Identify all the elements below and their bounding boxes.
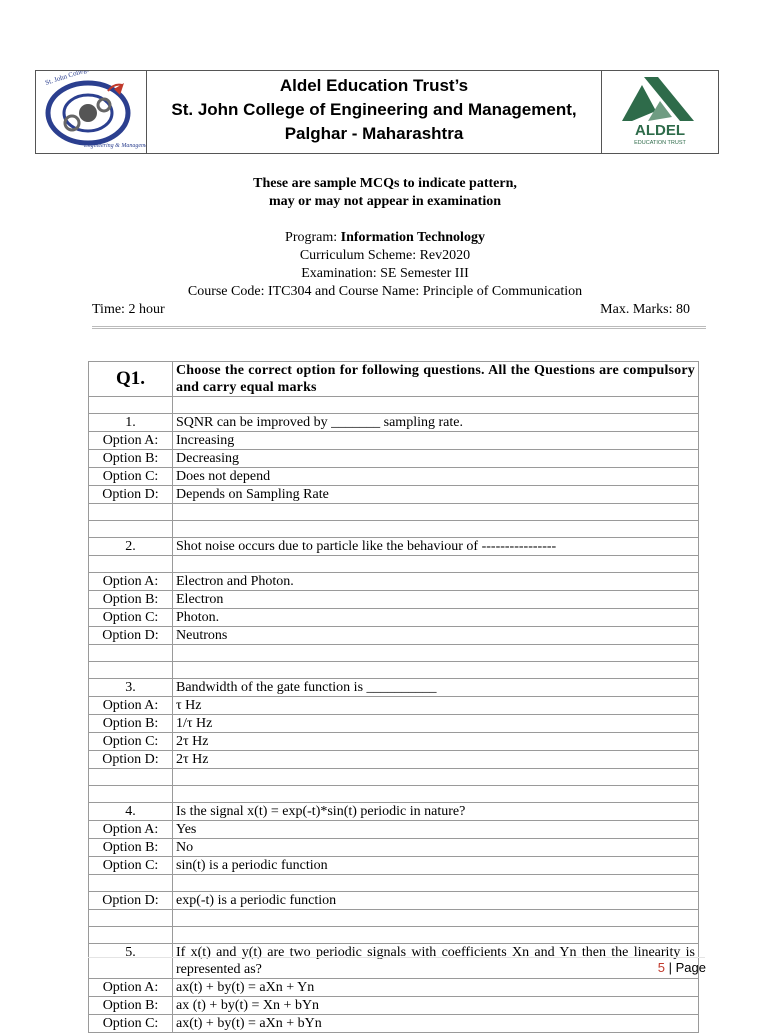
option-row: [89, 627, 699, 645]
option-text: 1/τ Hz: [173, 715, 699, 733]
question-text: Bandwidth of the gate function is __________: [173, 679, 699, 697]
option-row: [89, 839, 699, 857]
time-allowed: Time: 2 hour: [92, 302, 165, 317]
time-marks-row: [92, 302, 690, 318]
option-label: Option A:: [89, 432, 173, 450]
aldel-emblem-icon: [602, 71, 718, 153]
spacer-row: [89, 645, 699, 662]
question-number: 3.: [89, 679, 173, 697]
college-name: St. John College of Engineering and Management,: [171, 100, 577, 119]
option-label: Option B:: [89, 715, 173, 733]
q1-instruction: Choose the correct option for following questions. All the Questions are compulsory and carry equal marks: [173, 362, 699, 397]
spacer-row: [89, 786, 699, 803]
question-row: [89, 803, 699, 821]
option-label: Option D:: [89, 627, 173, 645]
q1-header-row: [89, 362, 699, 397]
mcq-table: [88, 361, 699, 1033]
option-label: Option D:: [89, 892, 173, 910]
separator: [92, 326, 706, 332]
question-text: If x(t) and y(t) are two periodic signals with coefficients Xn and Yn then the linearity is represented as?: [173, 944, 699, 979]
option-text: Depends on Sampling Rate: [173, 486, 699, 504]
option-row: [89, 432, 699, 450]
page-number: [658, 960, 706, 975]
option-text: exp(-t) is a periodic function: [173, 892, 699, 910]
program-line: [0, 230, 770, 246]
question-text: Is the signal x(t) = exp(-t)*sin(t) periodic in nature?: [173, 803, 699, 821]
option-row: [89, 468, 699, 486]
spacer-row: [89, 556, 699, 573]
college-emblem-icon: [36, 71, 146, 153]
option-text: ax (t) + by(t) = Xn + bYn: [173, 997, 699, 1015]
option-text: Does not depend: [173, 468, 699, 486]
option-row: [89, 751, 699, 769]
option-label: Option D:: [89, 486, 173, 504]
option-label: Option A:: [89, 697, 173, 715]
logo-text-bottom: Engineering & Management: [84, 143, 146, 149]
max-marks: Max. Marks: 80: [600, 302, 690, 317]
option-text: Electron: [173, 591, 699, 609]
option-label: Option B:: [89, 839, 173, 857]
option-row: [89, 486, 699, 504]
option-label: Option A:: [89, 979, 173, 997]
option-label: Option C:: [89, 1015, 173, 1033]
option-label: Option A:: [89, 573, 173, 591]
option-label: Option B:: [89, 450, 173, 468]
logo-word: ALDEL: [635, 122, 685, 139]
option-row: [89, 892, 699, 910]
question-row: [89, 414, 699, 432]
course-info: Course Code: ITC304 and Course Name: Principle of Communication: [187, 284, 583, 299]
footer-line: [88, 957, 705, 958]
spacer-row: [89, 769, 699, 786]
option-row: [89, 979, 699, 997]
option-label: Option B:: [89, 591, 173, 609]
question-number: 1.: [89, 414, 173, 432]
option-label: Option C:: [89, 733, 173, 751]
spacer-row: [89, 910, 699, 927]
spacer-row: [89, 521, 699, 538]
question-row: [89, 944, 699, 979]
option-label: Option A:: [89, 821, 173, 839]
option-row: [89, 697, 699, 715]
header-box: [35, 70, 719, 154]
sample-note-line1: These are sample MCQs to indicate pattern,: [253, 176, 517, 191]
option-row: [89, 857, 699, 875]
option-text: ax(t) + by(t) = aXn + Yn: [173, 979, 699, 997]
option-text: sin(t) is a periodic function: [173, 857, 699, 875]
page-num: 5: [657, 960, 666, 975]
option-text: Increasing: [173, 432, 699, 450]
trust-name: Aldel Education Trust’s: [279, 76, 469, 95]
question-row: [89, 679, 699, 697]
college-logo: [36, 71, 147, 153]
spacer-row: [89, 662, 699, 679]
option-label: Option B:: [89, 997, 173, 1015]
option-row: [89, 733, 699, 751]
option-row: [89, 821, 699, 839]
option-row: [89, 450, 699, 468]
option-text: 2τ Hz: [173, 751, 699, 769]
option-row: [89, 997, 699, 1015]
question-text: Shot noise occurs due to particle like the behaviour of ----------------: [173, 538, 699, 556]
option-text: 2τ Hz: [173, 733, 699, 751]
spacer-row: [89, 504, 699, 521]
option-row: [89, 609, 699, 627]
program-value: Information Technology: [340, 230, 485, 245]
option-row: [89, 591, 699, 609]
header-titles: [146, 71, 602, 156]
option-text: Yes: [173, 821, 699, 839]
college-location: Palghar - Maharashtra: [284, 124, 464, 143]
option-label: Option C:: [89, 857, 173, 875]
option-label: Option D:: [89, 751, 173, 769]
option-text: Neutrons: [173, 627, 699, 645]
option-text: ax(t) + by(t) = aXn + bYn: [173, 1015, 699, 1033]
spacer-row: [89, 397, 699, 414]
question-number: 2.: [89, 538, 173, 556]
question-row: [89, 538, 699, 556]
curriculum-scheme: Curriculum Scheme: Rev2020: [299, 248, 471, 263]
option-text: Decreasing: [173, 450, 699, 468]
spacer-row: [89, 927, 699, 944]
spacer-row: [89, 875, 699, 892]
q1-label: Q1.: [89, 362, 173, 397]
option-row: [89, 573, 699, 591]
examination: Examination: SE Semester III: [301, 266, 469, 281]
sample-note-line2: may or may not appear in examination: [268, 194, 502, 209]
option-text: Electron and Photon.: [173, 573, 699, 591]
page-label: | Page: [665, 960, 706, 975]
option-label: Option C:: [89, 609, 173, 627]
option-text: Photon.: [173, 609, 699, 627]
program-label: Program:: [285, 230, 341, 245]
question-number: 5.: [89, 944, 173, 979]
option-row: [89, 715, 699, 733]
option-label: Option C:: [89, 468, 173, 486]
logo-text-top: St. John College of: [44, 71, 98, 87]
question-text: SQNR can be improved by _______ sampling rate.: [173, 414, 699, 432]
option-text: No: [173, 839, 699, 857]
logo-sub: EDUCATION TRUST: [634, 140, 686, 146]
option-text: τ Hz: [173, 697, 699, 715]
aldel-logo: [601, 71, 718, 153]
question-number: 4.: [89, 803, 173, 821]
